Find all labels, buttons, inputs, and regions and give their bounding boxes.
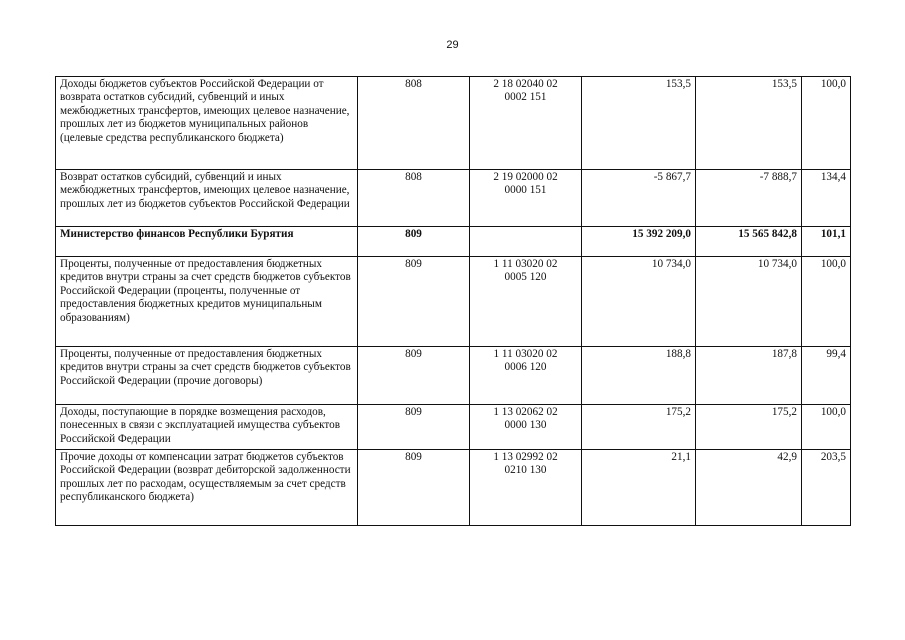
row-actual-value: 10 734,0: [696, 257, 802, 347]
table-row: [56, 405, 851, 450]
row-actual-value: -7 888,7: [696, 170, 802, 227]
row-department-code: 808: [358, 77, 470, 170]
row-actual-value: 187,8: [696, 347, 802, 405]
row-department-code: 808: [358, 170, 470, 227]
table-row: [56, 347, 851, 405]
row-department-code: 809: [358, 257, 470, 347]
row-name: Возврат остатков субсидий, субвенций и иных межбюджетных трансфертов, имеющих целевое назначение, прошлых лет из бюджетов субъектов Российской Федерации: [56, 170, 358, 227]
row-department-code: 809: [358, 227, 470, 257]
row-planned-value: 10 734,0: [582, 257, 696, 347]
row-percent: 99,4: [802, 347, 851, 405]
row-planned-value: 15 392 209,0: [582, 227, 696, 257]
table-row: [56, 257, 851, 347]
row-planned-value: 175,2: [582, 405, 696, 450]
table-row: [56, 450, 851, 526]
row-name: Проценты, полученные от предоставления бюджетных кредитов внутри страны за счет средств бюджетов субъектов Российской Федерации (прочие договоры): [56, 347, 358, 405]
row-revenue-code: 1 13 02062 02 0000 130: [470, 405, 582, 450]
row-planned-value: 188,8: [582, 347, 696, 405]
row-revenue-code: 2 18 02040 02 0002 151: [470, 77, 582, 170]
row-percent: 100,0: [802, 77, 851, 170]
row-name: Проценты, полученные от предоставления бюджетных кредитов внутри страны за счет средств бюджетов субъектов Российской Федерации (проценты, полученные от предоставления бюджетных кредитов муниципальным образованиям): [56, 257, 358, 347]
row-department-code: 809: [358, 347, 470, 405]
row-actual-value: 175,2: [696, 405, 802, 450]
row-percent: 100,0: [802, 405, 851, 450]
row-planned-value: 153,5: [582, 77, 696, 170]
table-row: [56, 227, 851, 257]
row-revenue-code: 1 13 02992 02 0210 130: [470, 450, 582, 526]
row-actual-value: 15 565 842,8: [696, 227, 802, 257]
row-name: Прочие доходы от компенсации затрат бюджетов субъектов Российской Федерации (возврат дебиторской задолженности прошлых лет по расходам, осуществляемым за счет средств республиканского бюджета): [56, 450, 358, 526]
table-row: [56, 77, 851, 170]
row-planned-value: 21,1: [582, 450, 696, 526]
row-revenue-code: 2 19 02000 02 0000 151: [470, 170, 582, 227]
row-department-code: 809: [358, 450, 470, 526]
row-name: Доходы бюджетов субъектов Российской Федерации от возврата остатков субсидий, субвенций и иных межбюджетных трансфертов, имеющих целевое назначение, прошлых лет из бюджетов муниципальных районов (целевые средства республиканского бюджета): [56, 77, 358, 170]
row-actual-value: 153,5: [696, 77, 802, 170]
row-percent: 203,5: [802, 450, 851, 526]
page-number: 29: [446, 39, 459, 51]
row-percent: 101,1: [802, 227, 851, 257]
row-percent: 134,4: [802, 170, 851, 227]
row-revenue-code: 1 11 03020 02 0006 120: [470, 347, 582, 405]
row-actual-value: 42,9: [696, 450, 802, 526]
revenue-table: [55, 76, 851, 526]
row-planned-value: -5 867,7: [582, 170, 696, 227]
table-row: [56, 170, 851, 227]
row-department-code: 809: [358, 405, 470, 450]
row-percent: 100,0: [802, 257, 851, 347]
row-revenue-code: 1 11 03020 02 0005 120: [470, 257, 582, 347]
row-revenue-code: [470, 227, 582, 257]
row-name: Доходы, поступающие в порядке возмещения расходов, понесенных в связи с эксплуатацией имущества субъектов Российской Федерации: [56, 405, 358, 450]
row-name: Министерство финансов Республики Бурятия: [56, 227, 358, 257]
